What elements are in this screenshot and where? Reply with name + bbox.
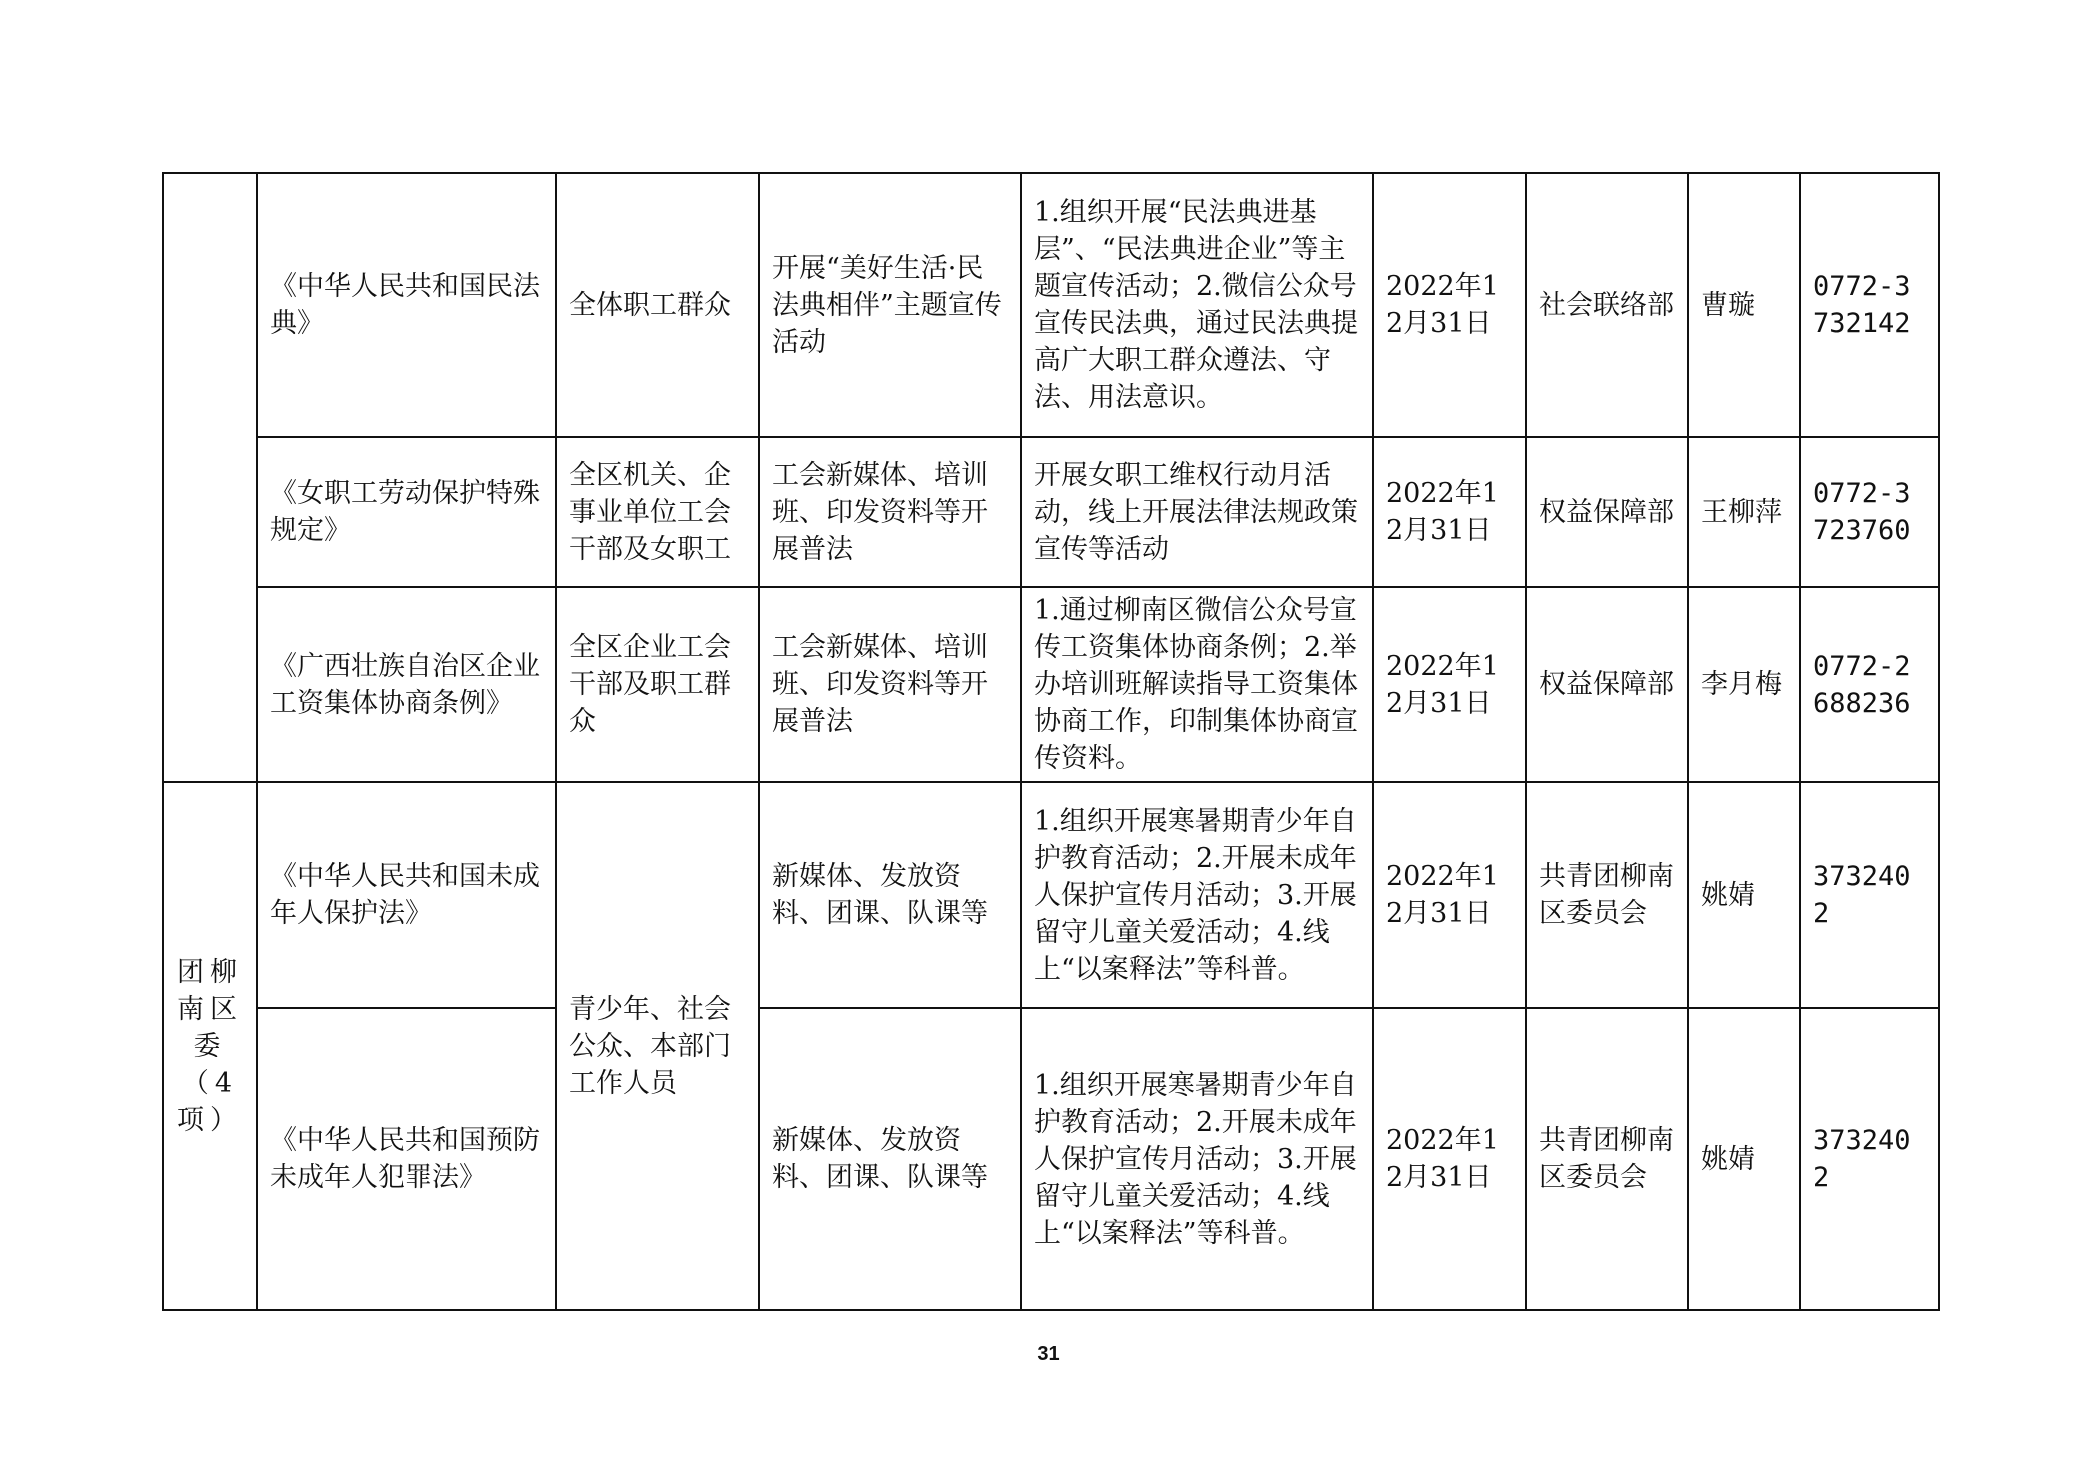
deadline: 2022年12月31日 bbox=[1373, 1008, 1526, 1310]
department: 共青团柳南区委员会 bbox=[1526, 782, 1688, 1008]
content: 1.组织开展“民法典进基层”、“民法典进企业”等主题宣传活动；2.微信公众号宣传民法典，通过民法典提高广大职工群众遵法、守法、用法意识。 bbox=[1021, 173, 1373, 437]
phone: 0772-3723760 bbox=[1800, 437, 1939, 587]
phone: 0772-2688236 bbox=[1800, 587, 1939, 782]
audience: 全区企业工会干部及职工群众 bbox=[556, 587, 759, 782]
phone: 3732402 bbox=[1800, 782, 1939, 1008]
method: 新媒体、发放资料、团课、队课等 bbox=[759, 1008, 1021, 1310]
law-promotion-table bbox=[162, 172, 1940, 1311]
org-cell-blank bbox=[163, 173, 257, 782]
deadline: 2022年12月31日 bbox=[1373, 782, 1526, 1008]
law-name: 《中华人民共和国预防未成年人犯罪法》 bbox=[257, 1008, 556, 1310]
audience: 全区机关、企事业单位工会干部及女职工 bbox=[556, 437, 759, 587]
phone: 0772-3732142 bbox=[1800, 173, 1939, 437]
method: 工会新媒体、培训班、印发资料等开展普法 bbox=[759, 587, 1021, 782]
department: 社会联络部 bbox=[1526, 173, 1688, 437]
contact: 曹璇 bbox=[1688, 173, 1800, 437]
org-name: 团柳南区委（4项） bbox=[163, 782, 257, 1310]
law-name: 《广西壮族自治区企业工资集体协商条例》 bbox=[257, 587, 556, 782]
content: 1.通过柳南区微信公众号宣传工资集体协商条例；2.举办培训班解读指导工资集体协商工作，印制集体协商宣传资料。 bbox=[1021, 587, 1373, 782]
law-name: 《中华人民共和国未成年人保护法》 bbox=[257, 782, 556, 1008]
table-row bbox=[163, 173, 1939, 437]
method: 新媒体、发放资料、团课、队课等 bbox=[759, 782, 1021, 1008]
contact: 李月梅 bbox=[1688, 587, 1800, 782]
content: 1.组织开展寒暑期青少年自护教育活动；2.开展未成年人保护宣传月活动；3.开展留守儿童关爱活动；4.线上“以案释法”等科普。 bbox=[1021, 1008, 1373, 1310]
table-row bbox=[163, 437, 1939, 587]
audience: 青少年、社会公众、本部门工作人员 bbox=[556, 782, 759, 1310]
content: 开展女职工维权行动月活动，线上开展法律法规政策宣传等活动 bbox=[1021, 437, 1373, 587]
department: 权益保障部 bbox=[1526, 437, 1688, 587]
department: 共青团柳南区委员会 bbox=[1526, 1008, 1688, 1310]
audience: 全体职工群众 bbox=[556, 173, 759, 437]
contact: 姚婧 bbox=[1688, 782, 1800, 1008]
method: 开展“美好生活·民法典相伴”主题宣传活动 bbox=[759, 173, 1021, 437]
law-name: 《中华人民共和国民法典》 bbox=[257, 173, 556, 437]
contact: 王柳萍 bbox=[1688, 437, 1800, 587]
deadline: 2022年12月31日 bbox=[1373, 173, 1526, 437]
deadline: 2022年12月31日 bbox=[1373, 587, 1526, 782]
law-name: 《女职工劳动保护特殊规定》 bbox=[257, 437, 556, 587]
department: 权益保障部 bbox=[1526, 587, 1688, 782]
content: 1.组织开展寒暑期青少年自护教育活动；2.开展未成年人保护宣传月活动；3.开展留守儿童关爱活动；4.线上“以案释法”等科普。 bbox=[1021, 782, 1373, 1008]
table-row bbox=[163, 587, 1939, 782]
contact: 姚婧 bbox=[1688, 1008, 1800, 1310]
table-row bbox=[163, 782, 1939, 1008]
method: 工会新媒体、培训班、印发资料等开展普法 bbox=[759, 437, 1021, 587]
table-row bbox=[163, 1008, 1939, 1310]
page-number: 31 bbox=[1037, 1343, 1060, 1365]
phone: 3732402 bbox=[1800, 1008, 1939, 1310]
deadline: 2022年12月31日 bbox=[1373, 437, 1526, 587]
